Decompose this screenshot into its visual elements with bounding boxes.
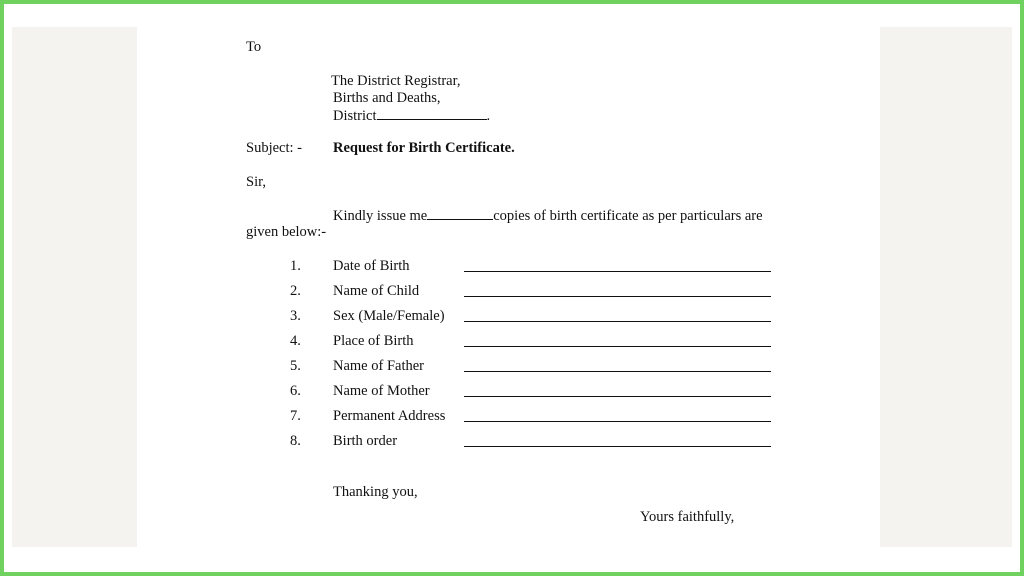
right-margin-panel (880, 27, 1012, 547)
item-blank-line (464, 371, 771, 372)
item-blank-line (464, 421, 771, 422)
body-line-2: given below:- (246, 224, 327, 240)
item-number: 7. (290, 408, 301, 424)
subject-text: Request for Birth Certificate. (333, 140, 515, 156)
recipient-line-2: Births and Deaths, (333, 90, 441, 106)
item-label: Birth order (333, 433, 398, 449)
item-label: Place of Birth (333, 333, 414, 349)
district-label: District (333, 108, 377, 124)
body-part-2: copies of birth certificate as per particulars are (493, 208, 763, 224)
item-number: 1. (290, 258, 301, 274)
district-end: . (486, 108, 491, 124)
closing-text: Thanking you, (333, 484, 418, 500)
item-blank-line (464, 296, 771, 297)
item-label: Name of Father (333, 358, 424, 374)
item-label: Sex (Male/Female) (333, 308, 445, 324)
subject-label: Subject: - (246, 140, 302, 156)
item-blank-line (464, 346, 771, 347)
item-blank-line (464, 321, 771, 322)
recipient-line-3 (333, 106, 490, 125)
signoff-text: Yours faithfully, (640, 509, 735, 525)
district-blank (377, 106, 487, 120)
item-number: 2. (290, 283, 301, 299)
item-label: Name of Mother (333, 383, 430, 399)
body-part-1: Kindly issue me (333, 208, 428, 224)
item-number: 3. (290, 308, 301, 324)
left-margin-panel (12, 27, 137, 547)
item-number: 8. (290, 433, 301, 449)
salutation: Sir, (246, 174, 266, 190)
item-label: Date of Birth (333, 258, 410, 274)
item-blank-line (464, 396, 771, 397)
recipient-line-1: The District Registrar, (331, 73, 461, 89)
to-label: To (246, 39, 262, 55)
item-blank-line (464, 446, 771, 447)
item-number: 4. (290, 333, 301, 349)
body-line-1 (333, 206, 763, 225)
copies-blank (427, 206, 493, 220)
letter-page (137, 4, 880, 572)
item-number: 5. (290, 358, 301, 374)
item-label: Name of Child (333, 283, 420, 299)
item-number: 6. (290, 383, 301, 399)
item-blank-line (464, 271, 771, 272)
item-label: Permanent Address (333, 408, 446, 424)
